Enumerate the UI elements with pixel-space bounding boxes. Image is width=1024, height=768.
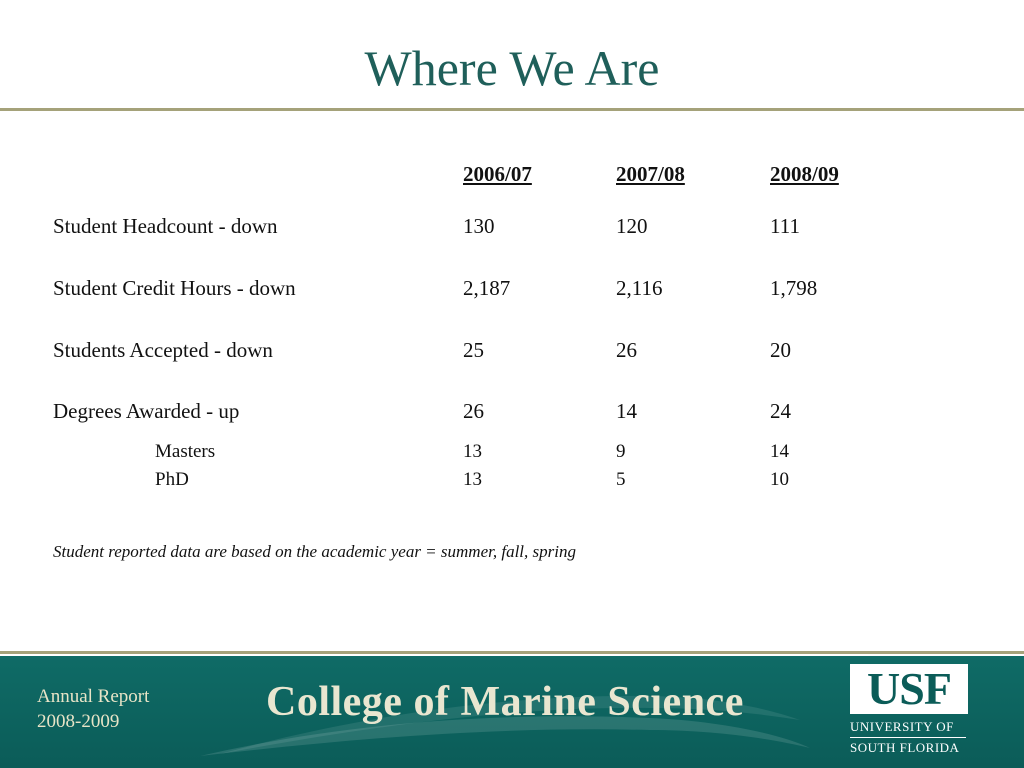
- row-label-headcount: Student Headcount - down: [53, 214, 278, 238]
- usf-logo: [850, 664, 968, 759]
- footnote: Student reported data are based on the academic year = summer, fall, spring: [53, 542, 576, 561]
- cell-phd-2007-08: 5: [616, 469, 626, 490]
- subrow-label-phd: PhD: [155, 469, 189, 490]
- slide-title: Where We Are: [364, 40, 660, 96]
- usf-wordmark: USF: [850, 664, 968, 714]
- cell-accepted-2007-08: 26: [616, 338, 637, 362]
- usf-logo-rule: [850, 737, 966, 738]
- cell-degrees-2008-09: 24: [770, 399, 791, 423]
- cell-credit-hours-2006-07: 2,187: [463, 276, 511, 300]
- cell-masters-2006-07: 13: [463, 441, 482, 462]
- subrow-label-masters: Masters: [155, 441, 216, 462]
- cell-credit-hours-2007-08: 2,116: [616, 276, 663, 300]
- row-label-accepted: Students Accepted - down: [53, 338, 273, 362]
- cell-degrees-2006-07: 26: [463, 399, 484, 423]
- row-label-degrees: Degrees Awarded - up: [53, 399, 240, 423]
- title-divider: [0, 108, 1024, 111]
- cell-accepted-2008-09: 20: [770, 338, 791, 362]
- cell-headcount-2008-09: 111: [770, 214, 800, 238]
- cell-masters-2007-08: 9: [616, 441, 626, 462]
- cell-masters-2008-09: 14: [770, 441, 789, 462]
- row-label-credit-hours: Student Credit Hours - down: [53, 276, 296, 300]
- annual-report-label: [37, 684, 149, 734]
- usf-line-south-florida: SOUTH FLORIDA: [850, 740, 960, 755]
- footer-banner: [0, 656, 1024, 768]
- annual-report-years: 2008-2009: [37, 711, 120, 732]
- column-header-2006-07: 2006/07: [463, 162, 532, 186]
- cell-accepted-2006-07: 25: [463, 338, 484, 362]
- cell-credit-hours-2008-09: 1,798: [770, 276, 818, 300]
- cell-phd-2006-07: 13: [463, 469, 482, 490]
- column-header-2008-09: 2008/09: [770, 162, 839, 186]
- college-name: College of Marine Science: [266, 679, 744, 725]
- annual-report-title: Annual Report: [37, 686, 150, 707]
- cell-phd-2008-09: 10: [770, 469, 789, 490]
- footer-divider: [0, 651, 1024, 654]
- column-header-2007-08: 2007/08: [616, 162, 685, 186]
- cell-degrees-2007-08: 14: [616, 399, 637, 423]
- cell-headcount-2006-07: 130: [463, 214, 495, 238]
- cell-headcount-2007-08: 120: [616, 214, 648, 238]
- usf-line-university: UNIVERSITY OF: [850, 719, 954, 734]
